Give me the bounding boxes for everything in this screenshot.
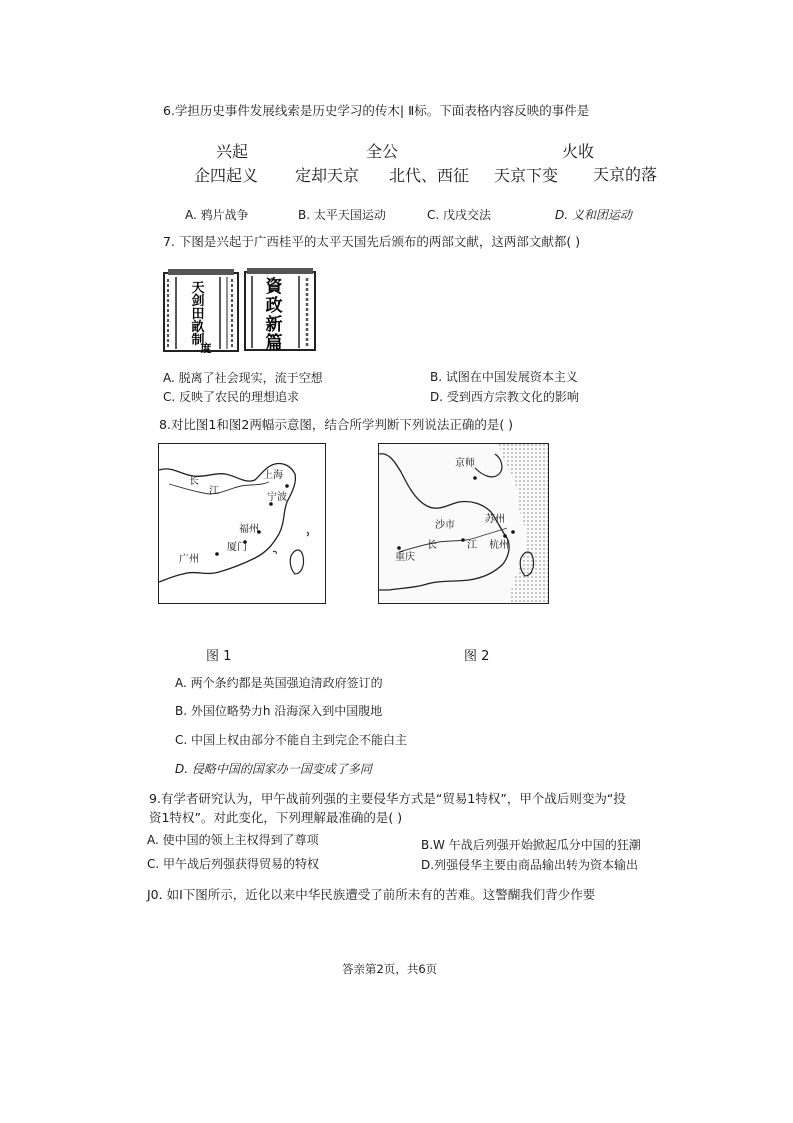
map-2-drawing bbox=[379, 444, 548, 603]
q9-option-c: C. 甲午战后列强获得贸易的特权 bbox=[147, 857, 320, 871]
doc2-char-4: 篇 bbox=[265, 333, 283, 352]
doc2-char-2: 政 bbox=[265, 296, 283, 316]
q7-document-2-drawing bbox=[243, 266, 319, 352]
map1-label-xiamen: 厦门 bbox=[227, 542, 247, 553]
doc2-char-3: 新 bbox=[265, 315, 283, 335]
q6-table-row2-cell5: 天京的落 bbox=[593, 165, 658, 184]
q6-table-row1-cell1: 兴起 bbox=[216, 142, 249, 161]
doc1-char-5: 制 bbox=[191, 333, 205, 348]
doc1-char-4: 畝 bbox=[191, 320, 205, 335]
map1-label-chang: 长 bbox=[189, 476, 199, 487]
doc1-char-1: 天 bbox=[191, 281, 205, 296]
map1-label-fuzhou: 福州 bbox=[239, 524, 259, 535]
doc1-char-6: 度 bbox=[200, 342, 212, 353]
map-1 bbox=[158, 443, 326, 604]
map2-label-jingshi: 京师 bbox=[455, 458, 475, 469]
q6-stem: 6.学担历史事件发展线索是历史学习的传木| Ⅱ标。下面表格内容反映的事件是 bbox=[163, 103, 590, 118]
q7-option-d: D. 受到西方宗教文化的影响 bbox=[430, 390, 579, 404]
q6-table-row2-cell2: 定却天京 bbox=[295, 166, 360, 185]
doc1-char-2: 剑 bbox=[191, 294, 205, 309]
q7-option-b: B. 试图在中国发展资本主义 bbox=[430, 370, 578, 384]
q9-stem-line1: 9.有学者研究认为，甲午战前列强的主要侵华方式是“贸易1特权”，甲个战后则变为“投 bbox=[149, 791, 626, 806]
q7-stem: 7. 下图是兴起于广西桂平的太平天国先后颁布的两部文献，这两部文献都( ) bbox=[163, 234, 581, 249]
q8-stem: 8.对比图1和图2两幅示意图，结合所学判断下列说法正确的是( ) bbox=[159, 417, 514, 432]
q8-option-d: D. 侵略中国的国家办一国变成了多同 bbox=[175, 762, 372, 776]
q6-option-b: B. 太平天国运动 bbox=[298, 208, 386, 222]
map2-label-hangzhou: 杭州 bbox=[489, 540, 509, 551]
map-2 bbox=[378, 443, 549, 604]
q9-option-a: A. 使中国的领上主权得到了尊项 bbox=[147, 833, 319, 847]
q7-option-c: C. 反映了农民的理想追求 bbox=[163, 390, 300, 404]
q6-table-row1-cell2: 全公 bbox=[366, 142, 399, 161]
doc1-char-3: 田 bbox=[191, 307, 205, 322]
map1-label-ningbo: 宁波 bbox=[267, 492, 287, 503]
map-1-drawing bbox=[159, 444, 325, 603]
page-footer: 答亲第2页，共6页 bbox=[342, 962, 438, 976]
map2-label-chang: 长 bbox=[427, 540, 437, 551]
q8-option-a: A. 两个条约都是英国强迫清政府签订的 bbox=[175, 676, 383, 690]
q9-stem-line2: 资1特权”。对此变化，下列理解最准确的是( ) bbox=[149, 810, 403, 825]
map2-label-jiang: 江 bbox=[467, 540, 477, 551]
q7-document-1-drawing bbox=[162, 267, 242, 353]
q8-option-c: C. 中国上权由部分不能自主到完企不能白主 bbox=[175, 733, 408, 747]
q9-option-b: B.W 午战后列强开始掀起瓜分中国的狂潮 bbox=[421, 838, 641, 852]
map2-label-chongqing: 重庆 bbox=[395, 552, 415, 563]
map1-label-shanghai: 上海 bbox=[263, 470, 283, 481]
q6-table-row2-cell1: 企四起义 bbox=[194, 166, 259, 185]
map-1-caption: 图 1 bbox=[206, 649, 232, 664]
q7-option-a: A. 脱离了社会现实，流于空想 bbox=[163, 371, 323, 385]
map2-label-shashi: 沙市 bbox=[435, 520, 455, 531]
q6-table-row2-cell4: 天京下变 bbox=[494, 166, 559, 185]
map1-label-guangzhou: 广州 bbox=[179, 554, 199, 565]
map-2-caption: 图 2 bbox=[464, 649, 490, 664]
q6-table-row1-cell3: 火收 bbox=[562, 142, 595, 161]
q6-option-a: A. 鸦片战争 bbox=[185, 208, 249, 222]
map2-label-suzhou: 苏州 bbox=[485, 514, 505, 525]
doc2-char-1: 資 bbox=[265, 277, 283, 297]
q6-option-c: C. 戊戌交法 bbox=[427, 208, 492, 222]
q7-document-2-image bbox=[243, 266, 319, 352]
q6-option-d: D. 义和团运动 bbox=[555, 208, 632, 222]
q8-option-b: B. 外国位略势力h 沿海深入到中国腹地 bbox=[175, 704, 383, 718]
q6-table-row2-cell3: 北代、西征 bbox=[389, 166, 470, 185]
q9-option-d: D.列强侵华主要由商品输出转为资本输出 bbox=[421, 858, 639, 872]
q10-stem: J0. 如I下图所示，近化以来中华民族遭受了前所未有的苦难。这警醐我们背少作要 bbox=[147, 887, 596, 902]
q7-document-1-image bbox=[162, 267, 242, 353]
map1-label-jiang: 江 bbox=[209, 486, 219, 497]
